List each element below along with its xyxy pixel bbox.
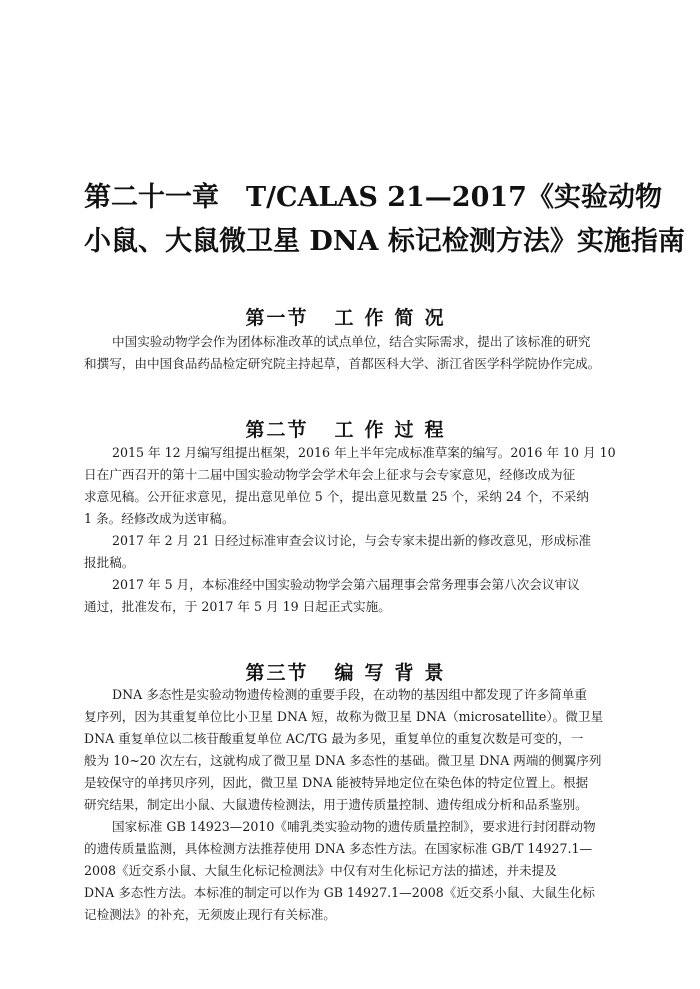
- text-line: 通过，批准发布，于 2017 年 5 月 19 日起正式实施。: [84, 599, 391, 614]
- section-heading-work-process: [0, 418, 700, 442]
- text-line: 2015 年 12 月编写组提出框架，2016 年上半年完成标准草案的编写。2016 年 10 月 10: [112, 445, 616, 460]
- chapter-title-line-2: 小鼠、大鼠微卫星 DNA 标记检测方法》实施指南: [84, 226, 685, 258]
- text-line: 研究结果，制定出小鼠、大鼠遗传检测法，用于遗传质量控制、遗传组成分析和品系鉴别。: [84, 797, 588, 812]
- text-line: 和撰写，由中国食品药品检定研究院主持起草，首都医科大学、浙江省医学科学院协作完成。: [84, 356, 601, 371]
- text-line: 是较保守的单拷贝序列，因此，微卫星 DNA 能被特异地定位在染色体的特定位置上。根据: [84, 775, 589, 790]
- text-line: DNA 多态性是实验动物遗传检测的重要手段，在动物的基因组中都发现了许多简单重: [112, 687, 587, 702]
- text-line: 国家标准 GB 14923—2010《哺乳类实验动物的遗传质量控制》，要求进行封闭群动物: [112, 819, 596, 834]
- paragraph-process-2: [84, 530, 636, 574]
- text-line: 般为 10~20 次左右，这就构成了微卫星 DNA 多态性的基础。微卫星 DNA 两端的侧翼序列: [84, 753, 602, 768]
- text-line: 中国实验动物学会作为团体标准改革的试点单位，结合实际需求，提出了该标准的研究: [112, 334, 591, 349]
- text-line: 2008《近交系小鼠、大鼠生化标记检测法》中仅有对生化标记方法的描述，并未提及: [84, 863, 557, 878]
- text-line: 的遗传质量监测，具体检测方法推荐使用 DNA 多态性方法。在国家标准 GB/T 14927.1—: [84, 841, 593, 856]
- text-line: DNA 重复单位以二核苷酸重复单位 AC/TG 最为多见，重复单位的重复次数是可变的，一: [84, 731, 584, 746]
- section-number: 第三节: [245, 661, 309, 684]
- section-number: 第二节: [245, 418, 309, 441]
- text-line: 报批稿。: [84, 555, 135, 570]
- paragraph-work-overview: [84, 331, 636, 375]
- text-line: 求意见稿。公开征求意见，提出意见单位 5 个，提出意见数量 25 个，采纳 24 个，不采纳: [84, 489, 589, 504]
- section-heading-work-overview: [0, 306, 700, 330]
- chapter-title: [84, 176, 685, 264]
- section-number: 第一节: [245, 306, 309, 329]
- text-line: 复序列，因为其重复单位比小卫星 DNA 短，故称为微卫星 DNA（microsatellite）。微卫星: [84, 709, 604, 724]
- text-line: 日在广西召开的第十二届中国实验动物学会学术年会上征求与会专家意见，经修改成为征: [84, 467, 576, 482]
- section-name: 工作过程: [334, 418, 455, 441]
- paragraph-process-3: [84, 574, 636, 618]
- text-line: 1 条。经修改成为送审稿。: [84, 511, 235, 526]
- paragraph-background-1: [84, 684, 636, 816]
- text-line: DNA 多态性方法。本标准的制定可以作为 GB 14927.1—2008《近交系小鼠、大鼠生化标: [84, 885, 595, 900]
- text-line: 2017 年 5 月，本标准经中国实验动物学会第六届理事会常务理事会第八次会议审议: [112, 577, 580, 592]
- text-line: 记检测法》的补充，无须废止现行有关标准。: [84, 907, 336, 922]
- text-line: 2017 年 2 月 21 日经过标准审查会议讨论，与会专家未提出新的修改意见，形成标准: [112, 533, 592, 548]
- section-name: 工作简况: [334, 306, 455, 329]
- chapter-title-line-1: 第二十一章 T/CALAS 21—2017《实验动物: [84, 182, 662, 214]
- paragraph-background-2: [84, 816, 636, 926]
- paragraph-process-1: [84, 442, 636, 530]
- section-name: 编写背景: [334, 661, 455, 684]
- section-heading-background: [0, 661, 700, 685]
